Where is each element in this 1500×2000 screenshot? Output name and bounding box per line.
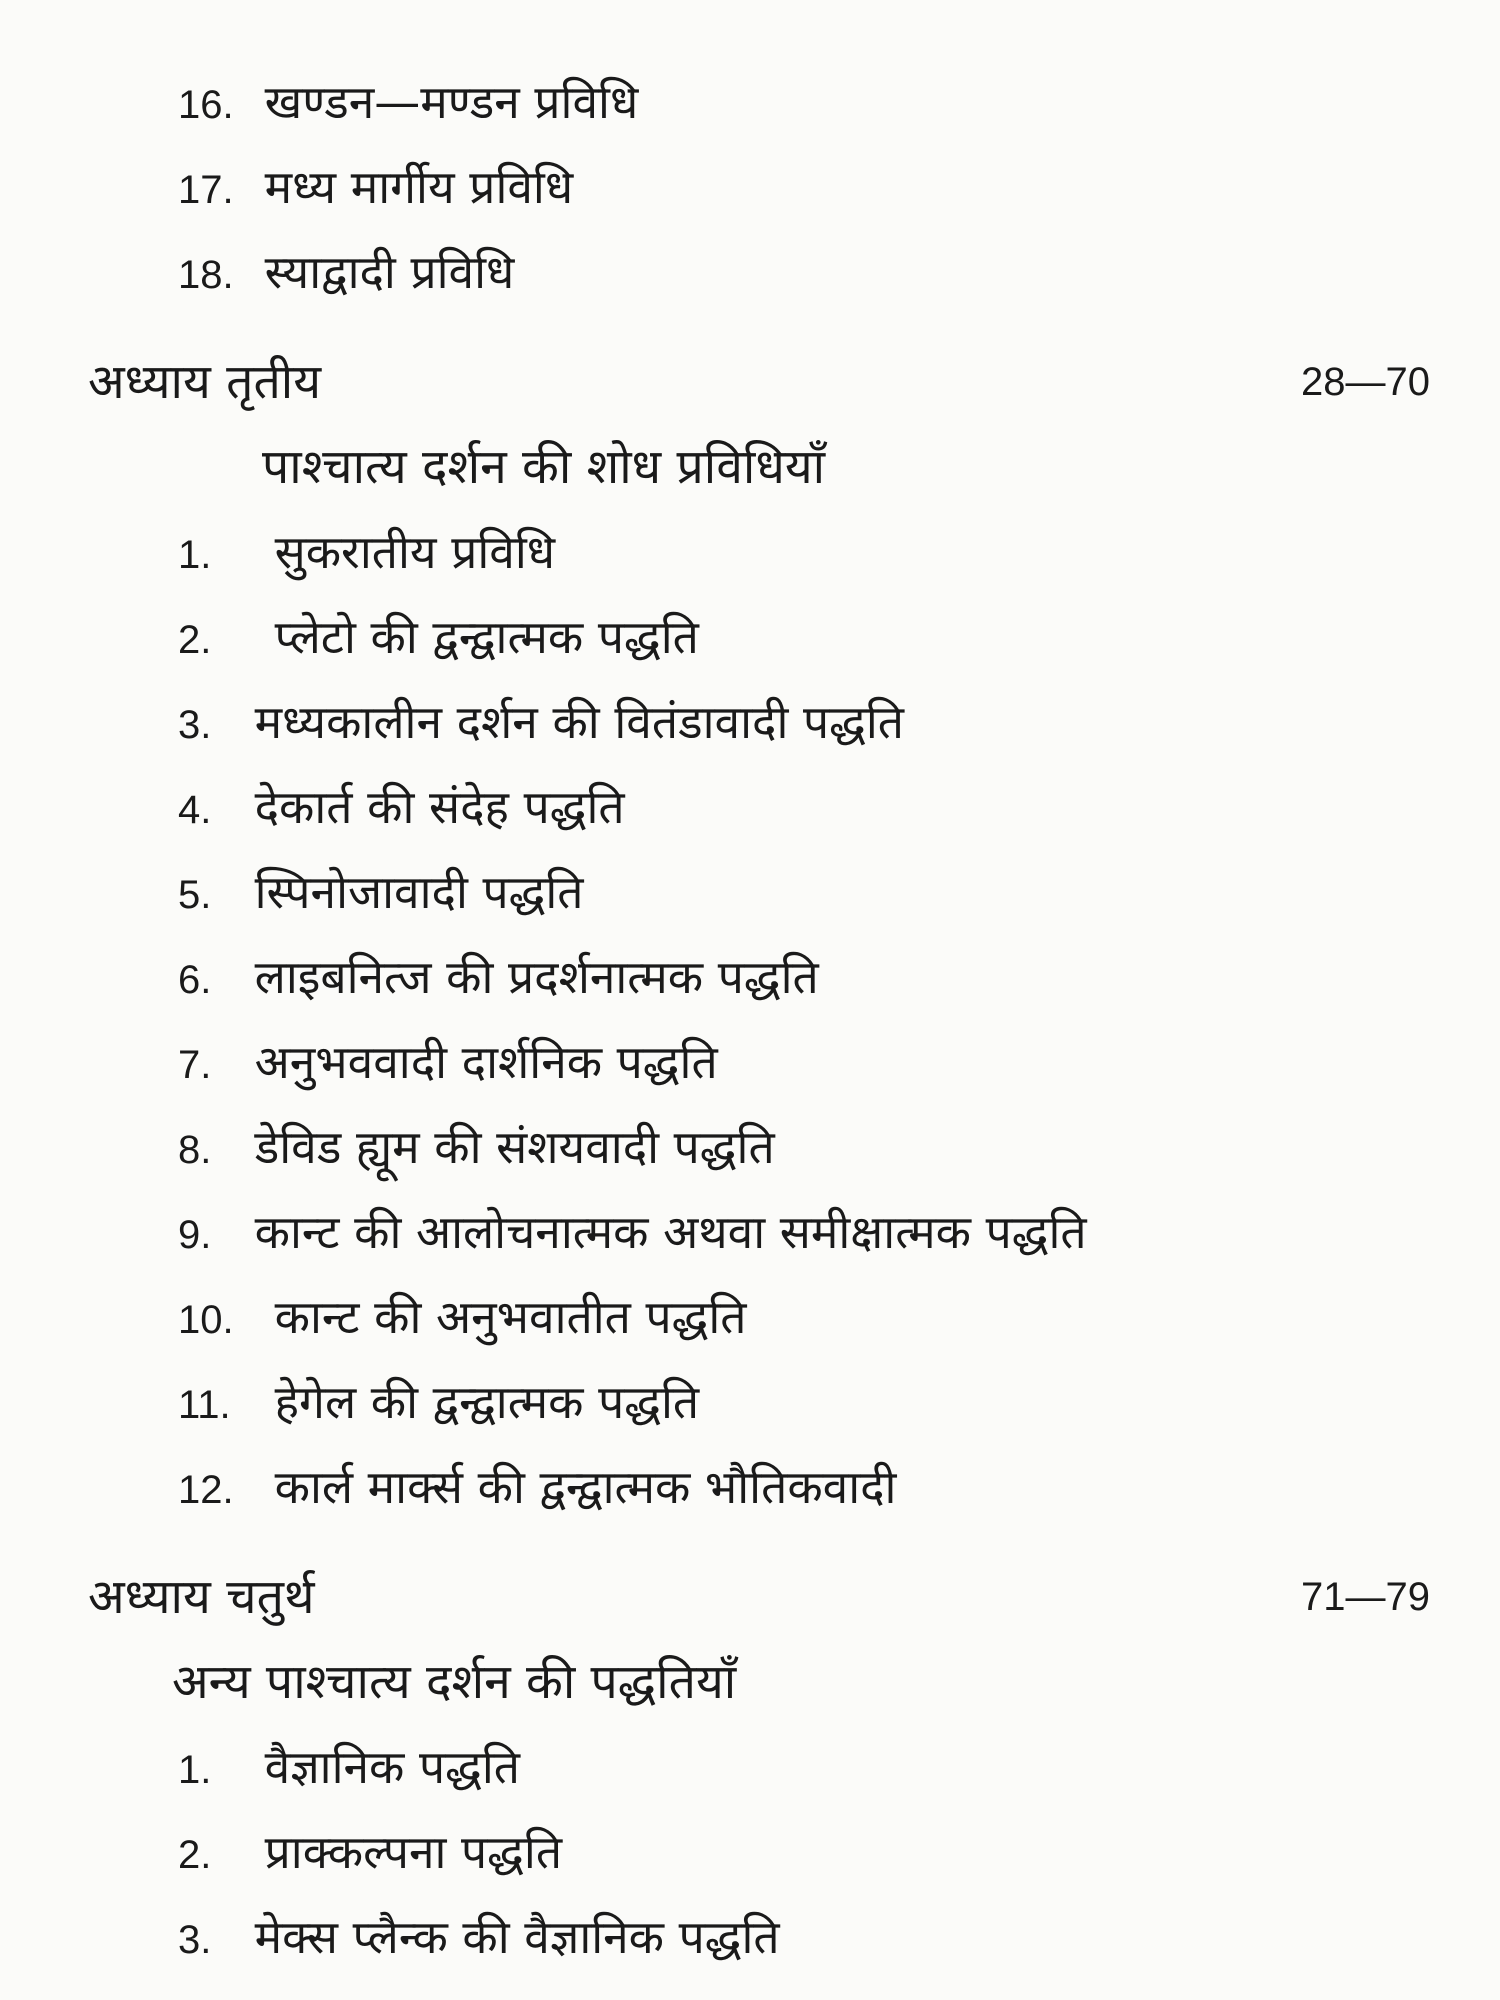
item-title: मेक्स प्लैन्क की वैज्ञानिक पद्धति xyxy=(254,1910,780,1964)
item-title: वैज्ञानिक पद्धति xyxy=(264,1740,521,1794)
toc-item xyxy=(178,1822,562,1882)
item-title: खण्डन—मण्डन प्रविधि xyxy=(264,75,639,129)
item-number: 3. xyxy=(178,703,212,747)
item-title: प्राक्कल्पना पद्धति xyxy=(264,1825,563,1879)
item-number: 4. xyxy=(178,788,212,832)
chapter-3-pages: 28—70 xyxy=(1301,360,1430,404)
item-number: 8. xyxy=(178,1128,212,1172)
item-number: 1. xyxy=(178,1748,212,1792)
item-title: अनुभववादी दार्शनिक पद्धति xyxy=(254,1035,718,1089)
toc-item xyxy=(178,157,573,217)
item-title: कान्ट की अनुभवातीत पद्धति xyxy=(274,1290,747,1344)
toc-item xyxy=(178,1372,699,1432)
item-number: 2. xyxy=(178,618,212,662)
toc-item xyxy=(178,242,514,302)
chapter-4-pages: 71—79 xyxy=(1301,1575,1430,1619)
item-title: देकार्त की संदेह पद्धति xyxy=(254,780,625,834)
item-number: 18. xyxy=(178,253,234,297)
toc-item xyxy=(178,692,904,752)
toc-item xyxy=(178,1737,520,1797)
toc-item xyxy=(178,947,819,1007)
toc-item xyxy=(178,1202,1087,1262)
item-title: कान्ट की आलोचनात्मक अथवा समीक्षात्मक पद्धति xyxy=(254,1205,1087,1259)
toc-item xyxy=(178,1117,775,1177)
item-number: 9. xyxy=(178,1213,212,1257)
item-number: 10. xyxy=(178,1298,234,1342)
chapter-4-subtitle: अन्य पाश्चात्य दर्शन की पद्धतियाँ xyxy=(172,1654,737,1710)
chapter-4-title: अध्याय चतुर्थ xyxy=(88,1569,315,1625)
item-title: मध्यकालीन दर्शन की वितंडावादी पद्धति xyxy=(254,695,905,749)
toc-item xyxy=(178,522,555,582)
toc-item xyxy=(178,72,638,132)
toc-item xyxy=(178,1032,718,1092)
item-number: 17. xyxy=(178,168,234,212)
item-number: 2. xyxy=(178,1833,212,1877)
toc-item xyxy=(178,1457,896,1517)
chapter-3-subtitle: पाश्चात्य दर्शन की शोध प्रविधियाँ xyxy=(262,439,826,495)
chapter-3-title: अध्याय तृतीय xyxy=(88,354,322,410)
item-number: 12. xyxy=(178,1468,234,1512)
toc-item xyxy=(178,1287,746,1347)
item-title: मध्य मार्गीय प्रविधि xyxy=(264,160,574,214)
item-title: हेगेल की द्वन्द्वात्मक पद्धति xyxy=(274,1375,700,1429)
item-title: प्लेटो की द्वन्द्वात्मक पद्धति xyxy=(274,610,699,664)
item-title: कार्ल मार्क्स की द्वन्द्वात्मक भौतिकवादी xyxy=(274,1460,897,1514)
item-title: लाइबनित्ज की प्रदर्शनात्मक पद्धति xyxy=(254,950,819,1004)
toc-item xyxy=(178,607,699,667)
item-number: 1. xyxy=(178,533,212,577)
item-title: स्पिनोजावादी पद्धति xyxy=(254,865,584,919)
toc-item xyxy=(178,862,584,922)
toc-item xyxy=(178,1907,780,1967)
item-number: 5. xyxy=(178,873,212,917)
item-title: स्याद्वादी प्रविधि xyxy=(264,245,515,299)
item-number: 6. xyxy=(178,958,212,1002)
item-number: 3. xyxy=(178,1918,212,1962)
item-number: 11. xyxy=(178,1383,231,1427)
item-number: 16. xyxy=(178,83,234,127)
toc-item xyxy=(178,777,625,837)
item-title: सुकरातीय प्रविधि xyxy=(274,525,556,579)
item-number: 7. xyxy=(178,1043,212,1087)
item-title: डेविड ह्यूम की संशयवादी पद्धति xyxy=(254,1120,775,1174)
